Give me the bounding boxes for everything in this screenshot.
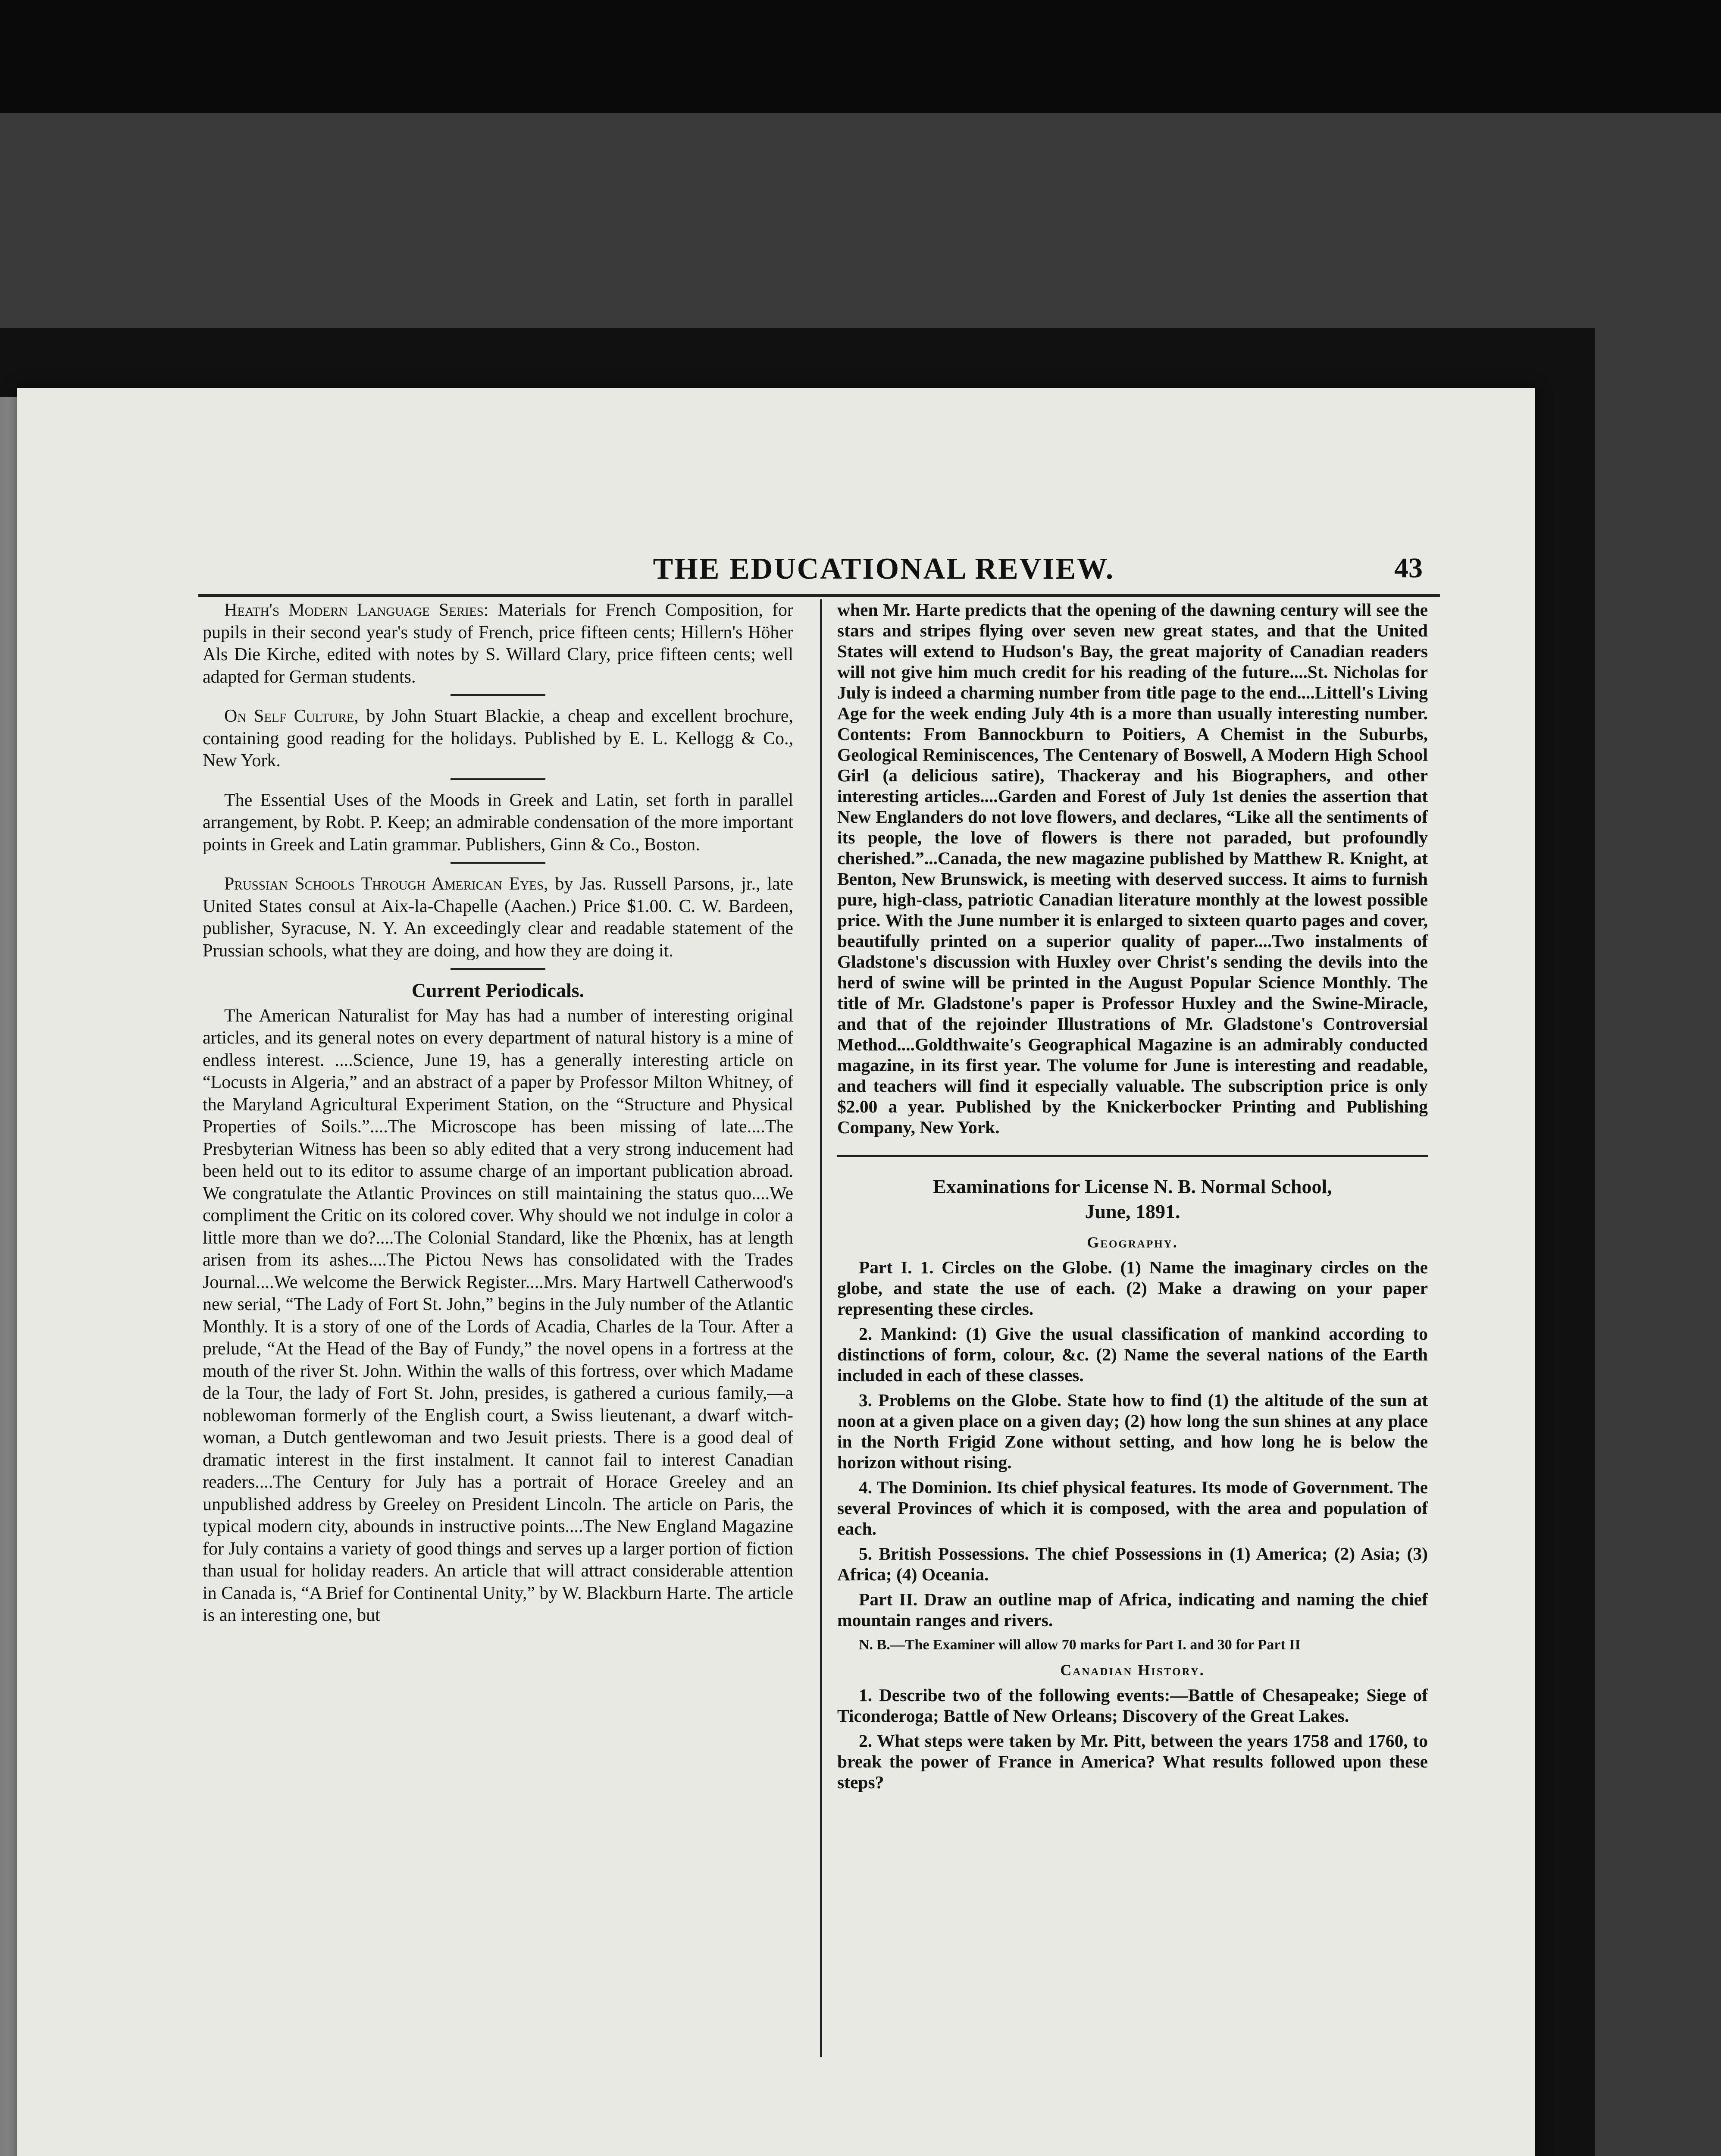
periodicals-continued: when Mr. Harte predicts that the opening of the dawning century will see the stars and stripes flying over seven new great states, and that the United States will extend to Hudson's Bay, the great majority of Canadian readers will not give him much credit for his reading of the future....St. Nicholas for July is indeed a charming number from title page to the end....Littell's Living Age for the week ending July 4th is a more than usually interesting number. Contents: From Bannockburn to Poitiers, A Chemist in the Suburbs, Geological Reminiscences, The Centenary of Boswell, A Modern High School Girl (a delicious satire), Thackeray and his Biographers, and other interesting articles....Garden and Forest of July 1st denies the assertion that New Englanders do not love flowers, and declares, “Like all the sentiments of its people, the love of flowers is there not paraded, but profoundly cherished.”...Canada, the new magazine published by Matthew R. Knight, at Benton, New Brunswick, is meeting with deserved success. It aims to furnish pure, high-class, patriotic Canadian literature monthly at the lowest possible price. With the June number it is enlarged to sixteen quarto pages and cover, beautifully printed on a superior quality of paper....Two instalments of Gladstone's discussion with Huxley over Christ's sending the devils into the herd of swine will be printed in the August Popular Science Monthly. The title of Mr. Gladstone's paper is Professor Huxley and the Swine-Miracle, and that of the rejoinder Illustrations of Mr. Gladstone's Controversial Method....Goldthwaite's Geographical Magazine is an admirably conducted magazine, in its first year. The volume for June is interesting and readable, and teachers will find it especially valuable. The subscription price is only $2.00 a year. Published by the Knickerbocker Printing and Publishing Company, New York.: [837, 600, 1428, 1137]
page-number: 43: [1394, 552, 1423, 584]
exam-heading-line1: Examinations for License N. B. Normal School,: [933, 1175, 1332, 1197]
examiner-note: N. B.—The Examiner will allow 70 marks for Part I. and 30 for Part II: [859, 1637, 1301, 1653]
right-column: [837, 599, 1428, 1797]
header-rule: [198, 594, 1440, 597]
exam-heading: [837, 1174, 1428, 1224]
review-entry: The Essential Uses of the Moods in Greek and Latin, set forth in parallel arrangement, by Robt. P. Keep; an admirable condensation of the more important points in Greek and Latin grammar. Publishers, Ginn & Co., Boston.: [203, 790, 793, 855]
review-heading: On Self Culture,: [224, 706, 359, 726]
exam-question: Part I. 1. Circles on the Globe. (1) Name the imaginary circles on the globe, and state the use of each. (2) Make a drawing on your paper representing these circles.: [837, 1257, 1428, 1319]
separator-rule: [451, 694, 545, 696]
exam-heading-line2: June, 1891.: [1085, 1200, 1180, 1222]
review-text: by John Stuart Blackie, a cheap and excellent brochure, containing good reading for the holidays. Published by E. L. Kellogg & Co., New York.: [203, 706, 794, 771]
history-heading: Canadian History.: [1060, 1661, 1205, 1679]
separator-rule: [451, 968, 545, 970]
geography-heading: Geography.: [1087, 1234, 1178, 1251]
review-heading: Heath's Modern Language Series:: [224, 600, 489, 620]
exam-question: 5. British Possessions. The chief Possessions in (1) America; (2) Asia; (3) Africa; (4) Oceania.: [837, 1544, 1428, 1584]
review-entry: [203, 705, 793, 772]
exam-question: 1. Describe two of the following events:—Battle of Chesapeake; Siege of Ticonderoga; Battle of New Orleans; Discovery of the Great Lakes.: [837, 1685, 1428, 1726]
review-text: by Jas. Russell Parsons, jr., late United States consul at Aix-la-Chapelle (Aachen.) Price $1.00. C. W. Bardeen, publisher, Syracuse, N. Y. An exceedingly clear and readable statement of the Prussian schools, what they are doing, and how they are doing it.: [203, 874, 793, 961]
page-header: [181, 552, 1474, 591]
section-heading: Current Periodicals.: [411, 979, 585, 1001]
exam-question: 3. Problems on the Globe. State how to find (1) the altitude of the sun at noon at a given place on a given day; (2) how long the sun shines at any place in the North Frigid Zone without setting, and how long he is below the horizon without rising.: [837, 1390, 1428, 1472]
exam-question: 2. What steps were taken by Mr. Pitt, between the years 1758 and 1760, to break the power of France in America? What results followed upon these steps?: [837, 1731, 1428, 1792]
exam-question: Part II. Draw an outline map of Africa, indicating and naming the chief mountain ranges and rivers.: [837, 1589, 1428, 1630]
periodicals-paragraph: The American Naturalist for May has had a number of interesting original articles, and its general notes on every department of natural history is a mine of endless interest. ....Science, June 19, has a generally interesting article on “Locusts in Algeria,” and an abstract of a paper by Professor Milton Whitney, of the Maryland Agricultural Experiment Station, on the “Structure and Physical Properties of Soils.”....The Microscope has been missing of late....The Presbyterian Witness has been so ably edited that a very strong inducement had been held out to its editor to assume charge of an important publication abroad. We congratulate the Atlantic Provinces on still maintaining the status quo....We compliment the Critic on its colored cover. Why should we not indulge in color a little more than we do?....The Colonial Standard, like the Phœnix, has at length arisen from its ashes....The Pictou News has consolidated with the Trades Journal....We welcome the Berwick Register....Mrs. Mary Hartwell Catherwood's new serial, “The Lady of Fort St. John,” begins in the July number of the Atlantic Monthly. It is a story of one of the Lords of Acadia, Charles de la Tour. After a prelude, “At the Head of the Bay of Fundy,” the novel opens in a fortress at the mouth of the river St. John. Within the walls of this fortress, over which Madame de la Tour, the lady of Fort St. John, presides, is gathered a curious family,—a noblewoman formerly of the English court, a Swiss lieutenant, a dwarf witch-woman, a Dutch gentlewoman and two Jesuit priests. There is a good deal of dramatic interest in the first instalment. It cannot fail to interest Canadian readers....The Century for July has a portrait of Horace Greeley and an unpublished address by Greeley on President Lincoln. The article on Paris, the typical modern city, abounds in instructive points....The New England Magazine for July contains a variety of good things and serves up a larger portion of fiction than usual for holiday readers. An article that will attract considerable attention in Canada is, “A Brief for Continental Unity,” by W. Blackburn Harte. The article is an interesting one, but: [203, 1006, 793, 1625]
exam-question: 4. The Dominion. Its chief physical features. Its mode of Government. The several Provinces of which it is composed, with the area and population of each.: [837, 1477, 1428, 1539]
review-heading: Prussian Schools Through American Eyes,: [224, 874, 548, 894]
column-divider: [820, 599, 822, 2057]
separator-rule: [451, 862, 545, 864]
film-top-band: [0, 0, 1721, 113]
review-text: Materials for French Composition, for pupils in their second year's study of French, price fifteen cents; Hillern's Höher Als Die Kirche, edited with notes by S. Willard Clary, price fifteen cents; well adapted for German students.: [203, 600, 794, 687]
journal-title: THE EDUCATIONAL REVIEW.: [653, 552, 1115, 586]
separator-rule: [451, 778, 545, 780]
review-entry: [203, 873, 793, 962]
review-entry: [203, 599, 793, 688]
left-column: [203, 599, 793, 1631]
exam-question: 2. Mankind: (1) Give the usual classification of mankind according to distinctions of form, colour, &c. (2) Name the several nations of the Earth included in each of these classes.: [837, 1324, 1428, 1385]
section-rule: [837, 1155, 1428, 1157]
